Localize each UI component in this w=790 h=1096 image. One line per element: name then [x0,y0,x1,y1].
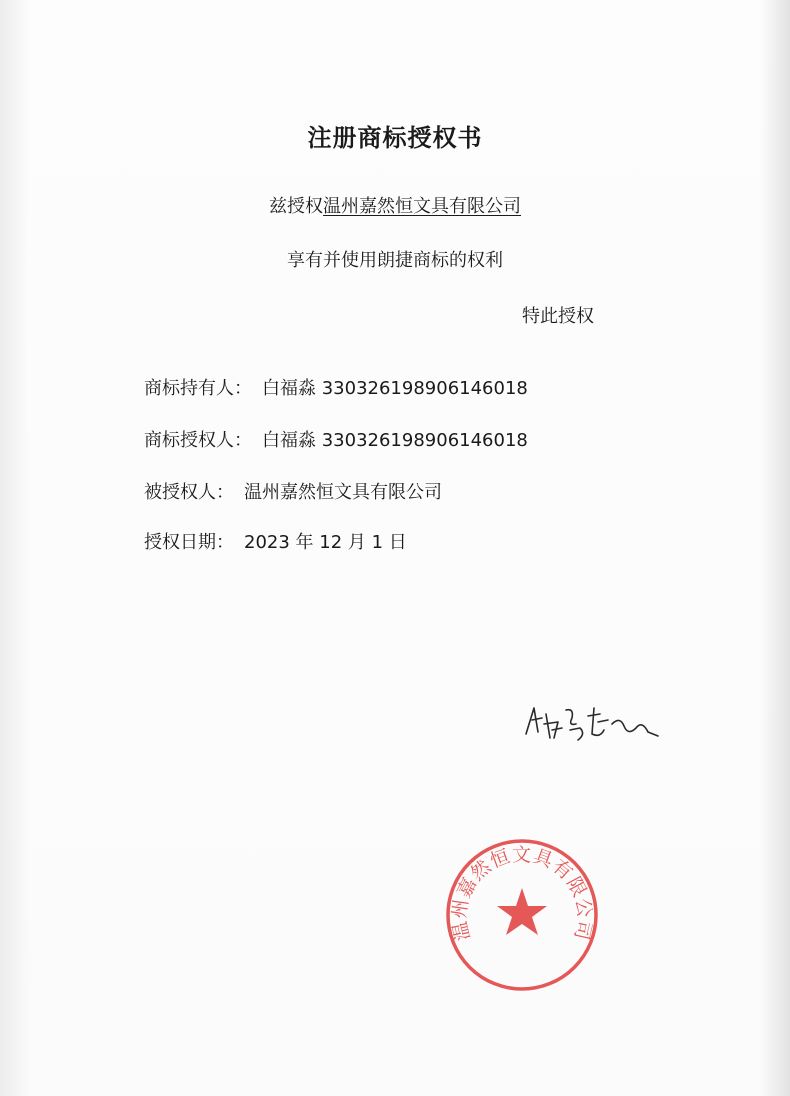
authorization-statement [0,192,790,218]
handwritten-signature [516,694,666,746]
star-icon [497,888,547,935]
scan-edge-right [760,0,790,1096]
field-label: 商标授权人： [144,430,252,451]
field-trademark-holder [144,374,528,400]
field-label: 被授权人： [144,482,234,503]
field-authorization-date [144,528,407,554]
field-value: 温州嘉然恒文具有限公司 [244,482,442,503]
document-title: 注册商标授权书 [307,124,483,152]
statement-prefix: 兹授权 [269,196,323,217]
closing-statement: 特此授权 [522,306,594,327]
company-seal [443,836,601,994]
field-grantee [144,478,442,504]
scan-edge-left [0,0,30,1096]
statement-company: 温州嘉然恒文具有限公司 [323,196,521,217]
field-label: 商标持有人： [144,378,252,399]
seal-text: 温州嘉然恒文具有限公司 [448,843,596,943]
field-value: 2023 年 12 月 1 日 [244,532,407,553]
rights-statement: 享有并使用朗捷商标的权利 [287,250,503,271]
field-value: 白福淼 330326198906146018 [262,378,528,399]
field-trademark-grantor [144,426,528,452]
field-label: 授权日期： [144,532,234,553]
field-value: 白福淼 330326198906146018 [262,430,528,451]
seal-graphic [448,841,596,989]
